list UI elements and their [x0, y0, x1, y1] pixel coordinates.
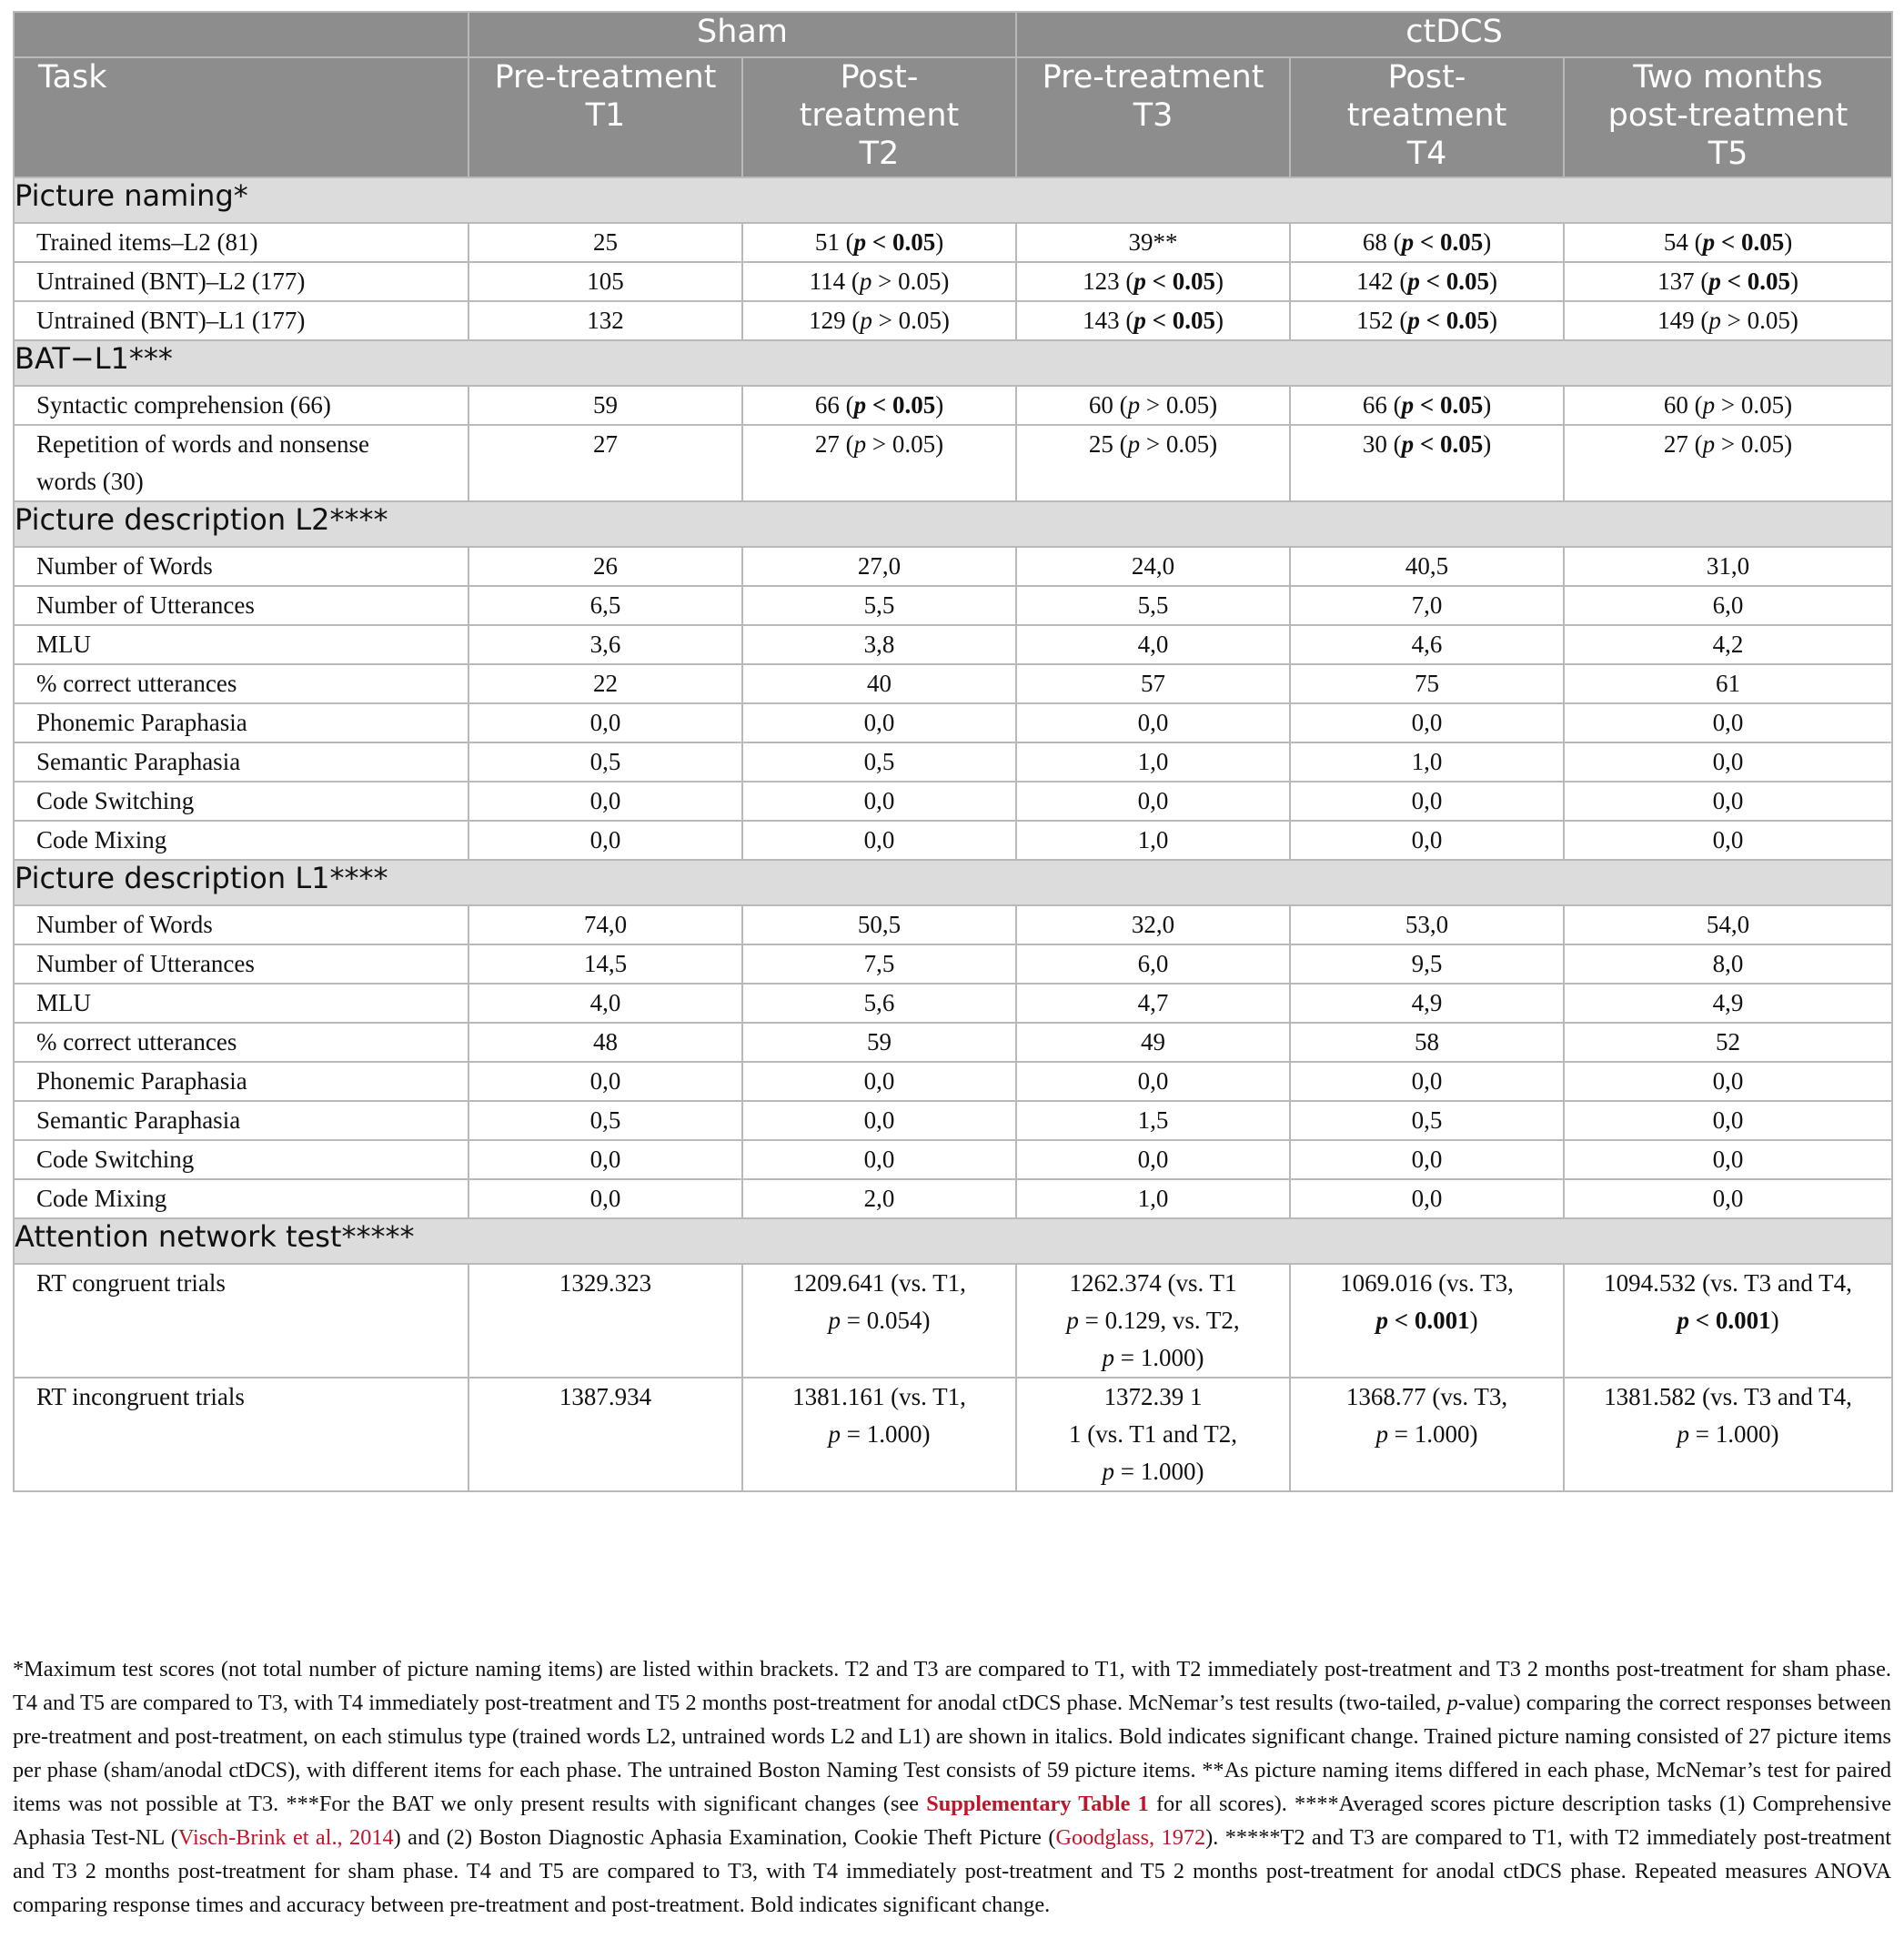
table-cell-t1: 0,0: [468, 703, 742, 742]
table-cell-t5: 1094.532 (vs. T3 and T4, p < 0.001): [1564, 1264, 1892, 1378]
group-header-row: [14, 12, 1892, 57]
row-label: Semantic Paraphasia: [14, 742, 468, 782]
table-cell-t2: 66 (p < 0.05): [742, 386, 1016, 425]
table-row: [14, 703, 1892, 742]
table-cell-t5: 6,0: [1564, 586, 1892, 625]
table-cell-t5: 61: [1564, 664, 1892, 703]
table-row: [14, 1179, 1892, 1218]
row-label: Code Switching: [14, 1140, 468, 1179]
table-cell-t5: 4,2: [1564, 625, 1892, 664]
table-cell-t4: 1368.77 (vs. T3, p = 1.000): [1290, 1378, 1564, 1491]
table-cell-t1: 25: [468, 223, 742, 262]
table-cell-t4: 58: [1290, 1023, 1564, 1062]
table-cell-t3: 0,0: [1016, 782, 1290, 821]
section-header-row: [14, 860, 1892, 905]
table-cell-t3: 1,0: [1016, 742, 1290, 782]
table-cell-t5: 0,0: [1564, 742, 1892, 782]
table-cell-t1: 1387.934: [468, 1378, 742, 1491]
row-label: Phonemic Paraphasia: [14, 1062, 468, 1101]
section-title: Picture description L1****: [14, 860, 1892, 905]
table-cell-t2: 50,5: [742, 905, 1016, 944]
table-cell-t1: 0,0: [468, 821, 742, 860]
table-cell-t5: 0,0: [1564, 1101, 1892, 1140]
ctdcs-group-header: ctDCS: [1016, 12, 1892, 57]
reference-link[interactable]: Supplementary Table 1: [926, 1792, 1149, 1816]
section-title: BAT−L1***: [14, 340, 1892, 386]
table-cell-t4: 1,0: [1290, 742, 1564, 782]
table-cell-t4: 66 (p < 0.05): [1290, 386, 1564, 425]
row-label: MLU: [14, 984, 468, 1023]
table-cell-t3: 24,0: [1016, 547, 1290, 586]
table-cell-t5: 0,0: [1564, 1140, 1892, 1179]
section-header-row: [14, 1218, 1892, 1264]
table-cell-t1: 0,0: [468, 1179, 742, 1218]
table-cell-t2: 51 (p < 0.05): [742, 223, 1016, 262]
table-row: [14, 664, 1892, 703]
table-row: [14, 586, 1892, 625]
table-cell-t5: 60 (p > 0.05): [1564, 386, 1892, 425]
row-label: Semantic Paraphasia: [14, 1101, 468, 1140]
table-row: [14, 821, 1892, 860]
table-cell-t5: 27 (p > 0.05): [1564, 425, 1892, 501]
table-cell-t2: 0,0: [742, 821, 1016, 860]
table-cell-t2: 1381.161 (vs. T1, p = 1.000): [742, 1378, 1016, 1491]
table-cell-t5: 0,0: [1564, 821, 1892, 860]
t4-column-header: Post- treatment T4: [1290, 57, 1564, 177]
table-cell-t1: 14,5: [468, 944, 742, 984]
table-cell-t3: 32,0: [1016, 905, 1290, 944]
table-cell-t2: 27,0: [742, 547, 1016, 586]
table-cell-t4: 0,0: [1290, 1140, 1564, 1179]
table-cell-t2: 40: [742, 664, 1016, 703]
table-row: [14, 1264, 1892, 1378]
table-cell-t5: 137 (p < 0.05): [1564, 262, 1892, 301]
table-cell-t4: 0,5: [1290, 1101, 1564, 1140]
table-cell-t3: 39**: [1016, 223, 1290, 262]
table-cell-t5: 0,0: [1564, 703, 1892, 742]
row-label: Untrained (BNT)–L1 (177): [14, 301, 468, 340]
table-cell-t3: 0,0: [1016, 703, 1290, 742]
table-cell-t3: 49: [1016, 1023, 1290, 1062]
empty-header-cell: [14, 12, 468, 57]
table-row: [14, 547, 1892, 586]
table-cell-t5: 54 (p < 0.05): [1564, 223, 1892, 262]
table-cell-t4: 0,0: [1290, 703, 1564, 742]
table-cell-t2: 0,0: [742, 1140, 1016, 1179]
section-header-row: [14, 177, 1892, 223]
table-cell-t5: 54,0: [1564, 905, 1892, 944]
table-row: [14, 905, 1892, 944]
row-label: Number of Words: [14, 547, 468, 586]
table-cell-t1: 0,5: [468, 742, 742, 782]
table-cell-t2: 1209.641 (vs. T1, p = 0.054): [742, 1264, 1016, 1378]
table-cell-t4: 53,0: [1290, 905, 1564, 944]
row-label: MLU: [14, 625, 468, 664]
table-row: [14, 1101, 1892, 1140]
table-cell-t2: 7,5: [742, 944, 1016, 984]
table-cell-t1: 0,0: [468, 1062, 742, 1101]
results-table: [13, 11, 1893, 1492]
table-cell-t5: 0,0: [1564, 782, 1892, 821]
reference-link[interactable]: Goodglass, 1972: [1055, 1825, 1206, 1850]
row-label: % correct utterances: [14, 1023, 468, 1062]
table-cell-t2: 0,0: [742, 782, 1016, 821]
table-cell-t1: 3,6: [468, 625, 742, 664]
table-cell-t5: 149 (p > 0.05): [1564, 301, 1892, 340]
table-cell-t3: 1262.374 (vs. T1 p = 0.129, vs. T2, p = 1.000): [1016, 1264, 1290, 1378]
table-cell-t5: 52: [1564, 1023, 1892, 1062]
table-cell-t1: 48: [468, 1023, 742, 1062]
table-cell-t3: 1372.39 1 1 (vs. T1 and T2, p = 1.000): [1016, 1378, 1290, 1491]
row-label: Untrained (BNT)–L2 (177): [14, 262, 468, 301]
table-cell-t1: 74,0: [468, 905, 742, 944]
row-label: Code Switching: [14, 782, 468, 821]
row-label: Trained items–L2 (81): [14, 223, 468, 262]
table-cell-t3: 143 (p < 0.05): [1016, 301, 1290, 340]
t1-column-header: Pre-treatment T1: [468, 57, 742, 177]
table-cell-t4: 7,0: [1290, 586, 1564, 625]
table-cell-t1: 0,0: [468, 1140, 742, 1179]
sham-group-header: Sham: [468, 12, 1016, 57]
table-cell-t1: 4,0: [468, 984, 742, 1023]
table-cell-t1: 27: [468, 425, 742, 501]
table-cell-t4: 0,0: [1290, 782, 1564, 821]
table-cell-t1: 26: [468, 547, 742, 586]
section-title: Picture naming*: [14, 177, 1892, 223]
section-title: Picture description L2****: [14, 501, 1892, 547]
table-cell-t4: 4,6: [1290, 625, 1564, 664]
column-header-row: [14, 57, 1892, 177]
table-cell-t3: 1,5: [1016, 1101, 1290, 1140]
table-cell-t4: 9,5: [1290, 944, 1564, 984]
table-cell-t1: 105: [468, 262, 742, 301]
table-row: [14, 1140, 1892, 1179]
row-label: Syntactic comprehension (66): [14, 386, 468, 425]
table-row: [14, 386, 1892, 425]
table-cell-t1: 132: [468, 301, 742, 340]
table-cell-t3: 6,0: [1016, 944, 1290, 984]
table-cell-t3: 0,0: [1016, 1062, 1290, 1101]
table-cell-t2: 27 (p > 0.05): [742, 425, 1016, 501]
table-body: [14, 177, 1892, 1491]
table-cell-t3: 123 (p < 0.05): [1016, 262, 1290, 301]
table-cell-t3: 5,5: [1016, 586, 1290, 625]
table-cell-t2: 114 (p > 0.05): [742, 262, 1016, 301]
table-cell-t5: 0,0: [1564, 1179, 1892, 1218]
table-cell-t4: 30 (p < 0.05): [1290, 425, 1564, 501]
table-cell-t3: 60 (p > 0.05): [1016, 386, 1290, 425]
table-row: [14, 301, 1892, 340]
table-cell-t5: 0,0: [1564, 1062, 1892, 1101]
table-cell-t5: 31,0: [1564, 547, 1892, 586]
row-label: Number of Words: [14, 905, 468, 944]
table-cell-t1: 0,0: [468, 782, 742, 821]
table-cell-t4: 4,9: [1290, 984, 1564, 1023]
table-cell-t1: 59: [468, 386, 742, 425]
table-cell-t4: 142 (p < 0.05): [1290, 262, 1564, 301]
table-row: [14, 1023, 1892, 1062]
section-header-row: [14, 340, 1892, 386]
table-row: [14, 1378, 1892, 1491]
table-cell-t4: 75: [1290, 664, 1564, 703]
table-cell-t1: 6,5: [468, 586, 742, 625]
table-row: [14, 1062, 1892, 1101]
table-cell-t2: 0,0: [742, 703, 1016, 742]
t5-column-header: Two months post-treatment T5: [1564, 57, 1892, 177]
table-cell-t2: 0,0: [742, 1062, 1016, 1101]
table-cell-t5: 1381.582 (vs. T3 and T4, p = 1.000): [1564, 1378, 1892, 1491]
section-header-row: [14, 501, 1892, 547]
table-row: [14, 742, 1892, 782]
row-label: Number of Utterances: [14, 586, 468, 625]
table-cell-t2: 3,8: [742, 625, 1016, 664]
table-cell-t4: 0,0: [1290, 821, 1564, 860]
table-row: [14, 262, 1892, 301]
table-cell-t3: 1,0: [1016, 821, 1290, 860]
table-cell-t2: 5,5: [742, 586, 1016, 625]
table-cell-t1: 0,5: [468, 1101, 742, 1140]
table-row: [14, 944, 1892, 984]
table-cell-t2: 59: [742, 1023, 1016, 1062]
row-label: Repetition of words and nonsense words (30): [14, 425, 468, 501]
row-label: % correct utterances: [14, 664, 468, 703]
t3-column-header: Pre-treatment T3: [1016, 57, 1290, 177]
table-cell-t3: 0,0: [1016, 1140, 1290, 1179]
table-cell-t2: 5,6: [742, 984, 1016, 1023]
table-cell-t3: 4,0: [1016, 625, 1290, 664]
table-row: [14, 223, 1892, 262]
table-cell-t4: 152 (p < 0.05): [1290, 301, 1564, 340]
table-cell-t3: 57: [1016, 664, 1290, 703]
row-label: Number of Utterances: [14, 944, 468, 984]
table-cell-t5: 8,0: [1564, 944, 1892, 984]
table-cell-t2: 0,0: [742, 1101, 1016, 1140]
table-row: [14, 425, 1892, 501]
table-cell-t2: 2,0: [742, 1179, 1016, 1218]
task-column-header: Task: [14, 57, 468, 177]
results-table-container: [13, 11, 1891, 1492]
section-title: Attention network test*****: [14, 1218, 1892, 1264]
table-cell-t2: 0,5: [742, 742, 1016, 782]
reference-link[interactable]: Visch-Brink et al., 2014: [177, 1825, 394, 1850]
table-cell-t5: 4,9: [1564, 984, 1892, 1023]
table-cell-t4: 0,0: [1290, 1179, 1564, 1218]
row-label: Code Mixing: [14, 821, 468, 860]
row-label: Phonemic Paraphasia: [14, 703, 468, 742]
table-cell-t4: 68 (p < 0.05): [1290, 223, 1564, 262]
row-label: RT incongruent trials: [14, 1378, 468, 1491]
table-row: [14, 625, 1892, 664]
table-cell-t4: 1069.016 (vs. T3, p < 0.001): [1290, 1264, 1564, 1378]
table-cell-t2: 129 (p > 0.05): [742, 301, 1016, 340]
table-cell-t3: 4,7: [1016, 984, 1290, 1023]
table-cell-t1: 1329.323: [468, 1264, 742, 1378]
table-cell-t3: 25 (p > 0.05): [1016, 425, 1290, 501]
table-cell-t4: 0,0: [1290, 1062, 1564, 1101]
row-label: RT congruent trials: [14, 1264, 468, 1378]
table-row: [14, 984, 1892, 1023]
row-label: Code Mixing: [14, 1179, 468, 1218]
table-row: [14, 782, 1892, 821]
table-cell-t4: 40,5: [1290, 547, 1564, 586]
t2-column-header: Post- treatment T2: [742, 57, 1016, 177]
table-cell-t1: 22: [468, 664, 742, 703]
table-footnote: *Maximum test scores (not total number of picture naming items) are listed within brackets. T2 and T3 are compared to T1, with T2 immediately post-treatment and T3 2 months post-treatment for sham phase. T4 and T5 are compared to T3, with T4 immediately post-treatment and T5 2 months post-treatment for anodal ctDCS phase. McNemar’s test results (two-tailed, p-value) comparing the correct responses between pre-treatment and post-treatment, on each stimulus type (trained words L2, untrained words L2 and L1) are shown in italics. Bold indicates significant change. Trained picture naming consisted of 27 picture items per phase (sham/anodal ctDCS), with different items for each phase. The untrained Boston Naming Test consists of 59 picture items. **As picture naming items differed in each phase, McNemar’s test for paired items was not possible at T3. ***For the BAT we only present results with significant changes (see Supplementary Table 1 for all scores). ****Averaged scores picture description tasks (1) Comprehensive Aphasia Test-NL (Visch-Brink et al., 2014) and (2) Boston Diagnostic Aphasia Examination, Cookie Theft Picture (Goodglass, 1972). *****T2 and T3 are compared to T1, with T2 immediately post-treatment and T3 2 months post-treatment for sham phase. T4 and T5 are compared to T3, with T4 immediately post-treatment and T5 2 months post-treatment for anodal ctDCS phase. Repeated measures ANOVA comparing response times and accuracy between pre-treatment and post-treatment. Bold indicates significant change.: [13, 1657, 1892, 1917]
table-cell-t3: 1,0: [1016, 1179, 1290, 1218]
